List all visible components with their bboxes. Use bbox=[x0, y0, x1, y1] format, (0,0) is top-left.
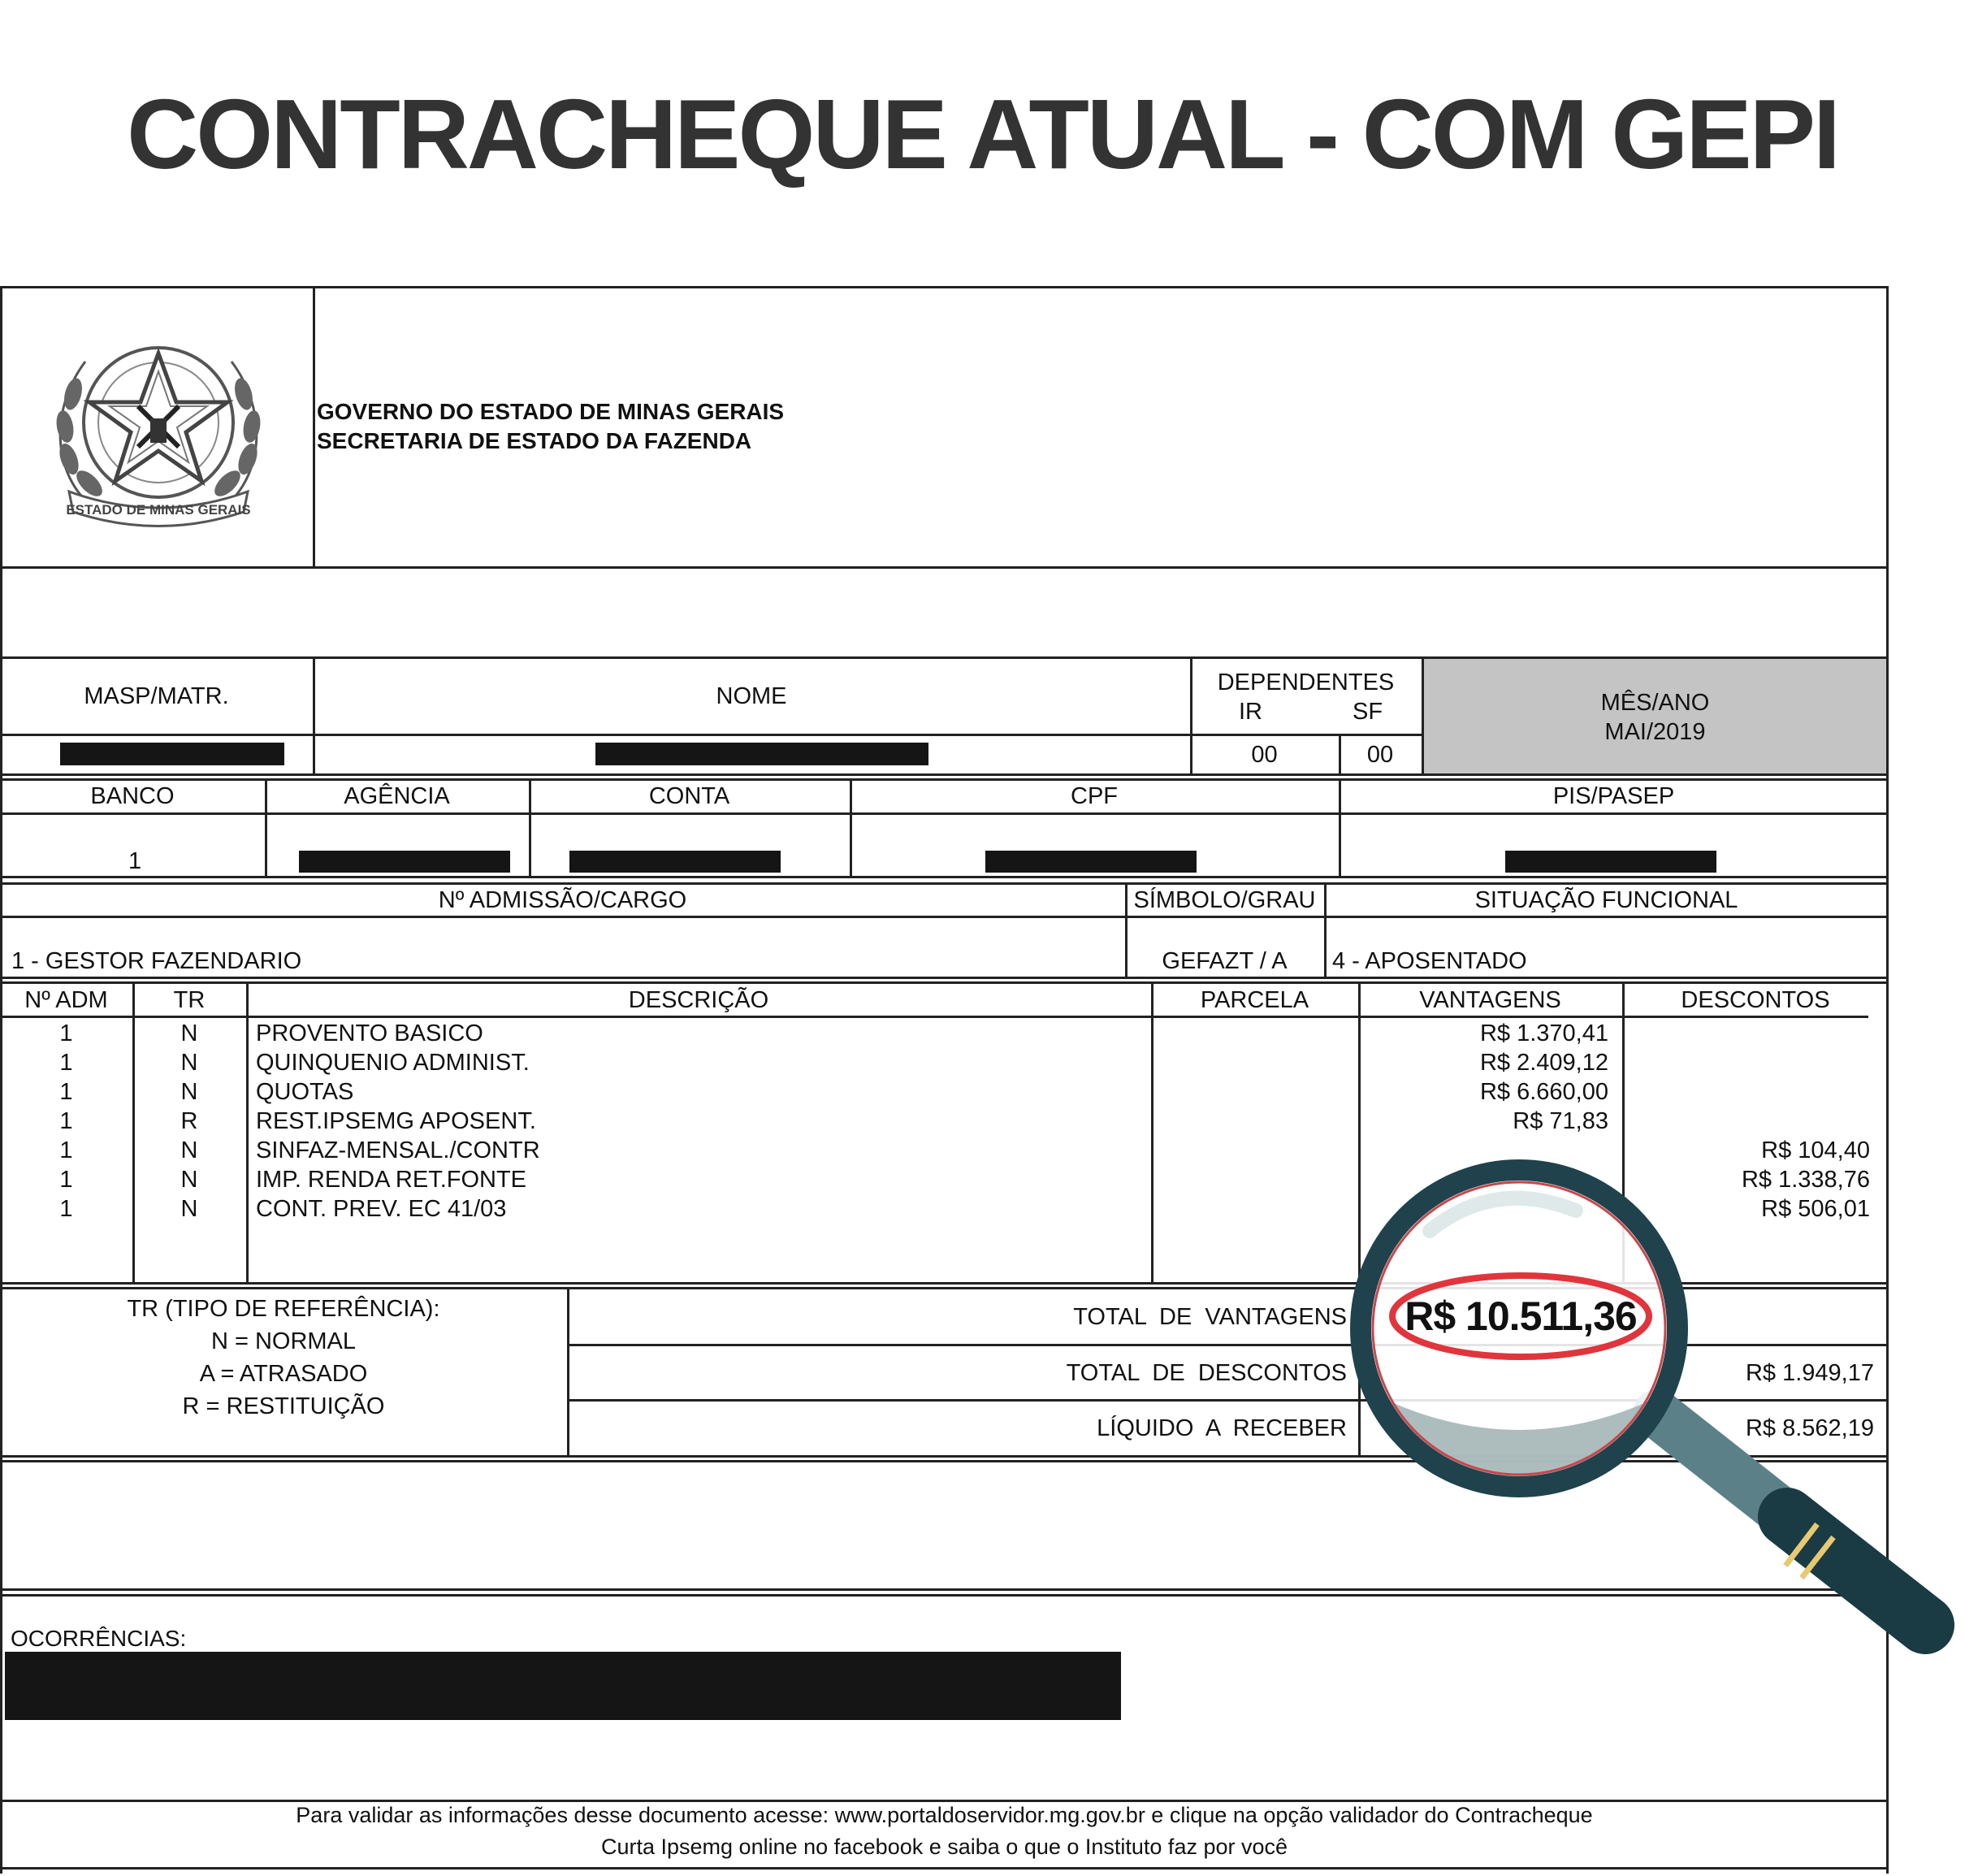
conta-redaction bbox=[569, 851, 781, 873]
footer-line-2: Curta Ipsemg online no facebook e saiba o que o Instituto faz por você bbox=[600, 1835, 1288, 1859]
cpf-redaction bbox=[985, 851, 1197, 873]
table-row-tr: R bbox=[180, 1108, 198, 1134]
footer-line-1: Para validar as informações desse documento acesse: www.portaldoservidor.mg.gov.br e clique na opção validador do Contracheque bbox=[296, 1803, 1593, 1827]
total-vantagens-label: TOTAL DE VANTAGENS bbox=[1073, 1304, 1347, 1330]
conta-label: CONTA bbox=[648, 783, 730, 809]
agencia-redaction bbox=[299, 851, 510, 873]
legend-restituicao: R = RESTITUIÇÃO bbox=[182, 1393, 385, 1419]
col-descricao: DESCRIÇÃO bbox=[628, 987, 769, 1013]
nome-redaction bbox=[595, 743, 928, 765]
table-row-descricao: CONT. PREV. EC 41/03 bbox=[256, 1196, 507, 1222]
admissao-value: 1 - GESTOR FAZENDARIO bbox=[11, 948, 302, 974]
banco-label: BANCO bbox=[90, 783, 175, 809]
agencia-label: AGÊNCIA bbox=[344, 783, 450, 809]
table-row-adm: 1 bbox=[59, 1167, 73, 1193]
table-row-vantagem: R$ 71,83 bbox=[1513, 1108, 1608, 1134]
gov-line-2: SECRETARIA DE ESTADO DA FAZENDA bbox=[317, 428, 752, 453]
legend-normal: N = NORMAL bbox=[210, 1328, 357, 1354]
magnifier-icon bbox=[1332, 1154, 1965, 1674]
table-row-tr: N bbox=[180, 1196, 198, 1222]
masp-label: MASP/MATR. bbox=[84, 683, 229, 709]
table-row-descricao: PROVENTO BASICO bbox=[256, 1020, 483, 1046]
table-row-adm: 1 bbox=[59, 1050, 73, 1076]
table-row-tr: N bbox=[180, 1137, 198, 1163]
situacao-label: SITUAÇÃO FUNCIONAL bbox=[1474, 887, 1738, 913]
pis-label: PIS/PASEP bbox=[1552, 783, 1675, 809]
cpf-label: CPF bbox=[1071, 783, 1118, 809]
gov-line-1: GOVERNO DO ESTADO DE MINAS GERAIS bbox=[317, 399, 785, 424]
liquido-value: R$ 8.562,19 bbox=[1745, 1415, 1874, 1441]
dependentes-label: DEPENDENTES bbox=[1217, 669, 1395, 695]
table-row-adm: 1 bbox=[59, 1020, 73, 1046]
ir-value: 00 bbox=[1251, 742, 1278, 768]
col-vantagens: VANTAGENS bbox=[1419, 987, 1561, 1013]
table-row-descricao: QUINQUENIO ADMINIST. bbox=[256, 1050, 530, 1076]
col-parcela: PARCELA bbox=[1200, 987, 1309, 1013]
mes-ano-label: MÊS/ANO bbox=[1600, 690, 1710, 716]
situacao-value: 4 - APOSENTADO bbox=[1332, 948, 1527, 974]
simbolo-value: GEFAZT / A bbox=[1162, 948, 1288, 974]
total-descontos-value: R$ 1.949,17 bbox=[1745, 1360, 1874, 1386]
minas-gerais-seal-icon bbox=[37, 321, 280, 540]
banco-value: 1 bbox=[128, 848, 142, 874]
table-row-tr: N bbox=[180, 1079, 198, 1105]
col-adm: Nº ADM bbox=[24, 987, 108, 1013]
table-row-descricao: IMP. RENDA RET.FONTE bbox=[256, 1167, 527, 1193]
total-vantagens-value: R$ 10.511,36 bbox=[1404, 1293, 1637, 1339]
pis-redaction bbox=[1505, 851, 1716, 873]
seal-text: ESTADO DE MINAS GERAIS bbox=[66, 502, 251, 518]
nome-label: NOME bbox=[716, 683, 787, 709]
admissao-label: Nº ADMISSÃO/CARGO bbox=[438, 887, 687, 913]
col-descontos: DESCONTOS bbox=[1681, 987, 1830, 1013]
page-title: CONTRACHEQUE ATUAL - COM GEPI bbox=[127, 79, 1838, 189]
mes-ano-value: MAI/2019 bbox=[1604, 719, 1706, 745]
table-row-desconto: R$ 1.338,76 bbox=[1741, 1167, 1870, 1193]
table-row-desconto: R$ 506,01 bbox=[1761, 1196, 1870, 1222]
table-row-descricao: SINFAZ-MENSAL./CONTR bbox=[256, 1137, 540, 1163]
table-row-vantagem: R$ 2.409,12 bbox=[1479, 1050, 1608, 1076]
table-row-vantagem: R$ 6.660,00 bbox=[1479, 1079, 1608, 1105]
table-row-vantagem: R$ 1.370,41 bbox=[1479, 1020, 1608, 1046]
sf-value: 00 bbox=[1366, 742, 1394, 768]
total-descontos-label: TOTAL DE DESCONTOS bbox=[1066, 1360, 1347, 1386]
ocorrencias-label: OCORRÊNCIAS: bbox=[11, 1626, 187, 1651]
table-row-descricao: QUOTAS bbox=[256, 1079, 354, 1105]
table-row-tr: N bbox=[180, 1167, 198, 1193]
simbolo-label: SÍMBOLO/GRAU bbox=[1133, 887, 1316, 913]
table-row-tr: N bbox=[180, 1050, 198, 1076]
table-row-tr: N bbox=[180, 1020, 198, 1046]
table-row-descricao: REST.IPSEMG APOSENT. bbox=[256, 1108, 536, 1134]
masp-redaction bbox=[60, 743, 284, 765]
table-row-adm: 1 bbox=[59, 1137, 73, 1163]
ir-label: IR bbox=[1239, 699, 1262, 725]
liquido-label: LÍQUIDO A RECEBER bbox=[1097, 1415, 1347, 1441]
col-tr: TR bbox=[173, 987, 206, 1013]
table-row-adm: 1 bbox=[59, 1196, 73, 1222]
legend-title: TR (TIPO DE REFERÊNCIA): bbox=[127, 1296, 440, 1322]
legend-atrasado: A = ATRASADO bbox=[199, 1361, 368, 1387]
table-row-adm: 1 bbox=[59, 1108, 73, 1134]
sf-label: SF bbox=[1353, 699, 1383, 725]
table-row-desconto: R$ 104,40 bbox=[1761, 1137, 1870, 1163]
table-row-adm: 1 bbox=[59, 1079, 73, 1105]
ocorrencias-redaction bbox=[5, 1652, 1121, 1720]
